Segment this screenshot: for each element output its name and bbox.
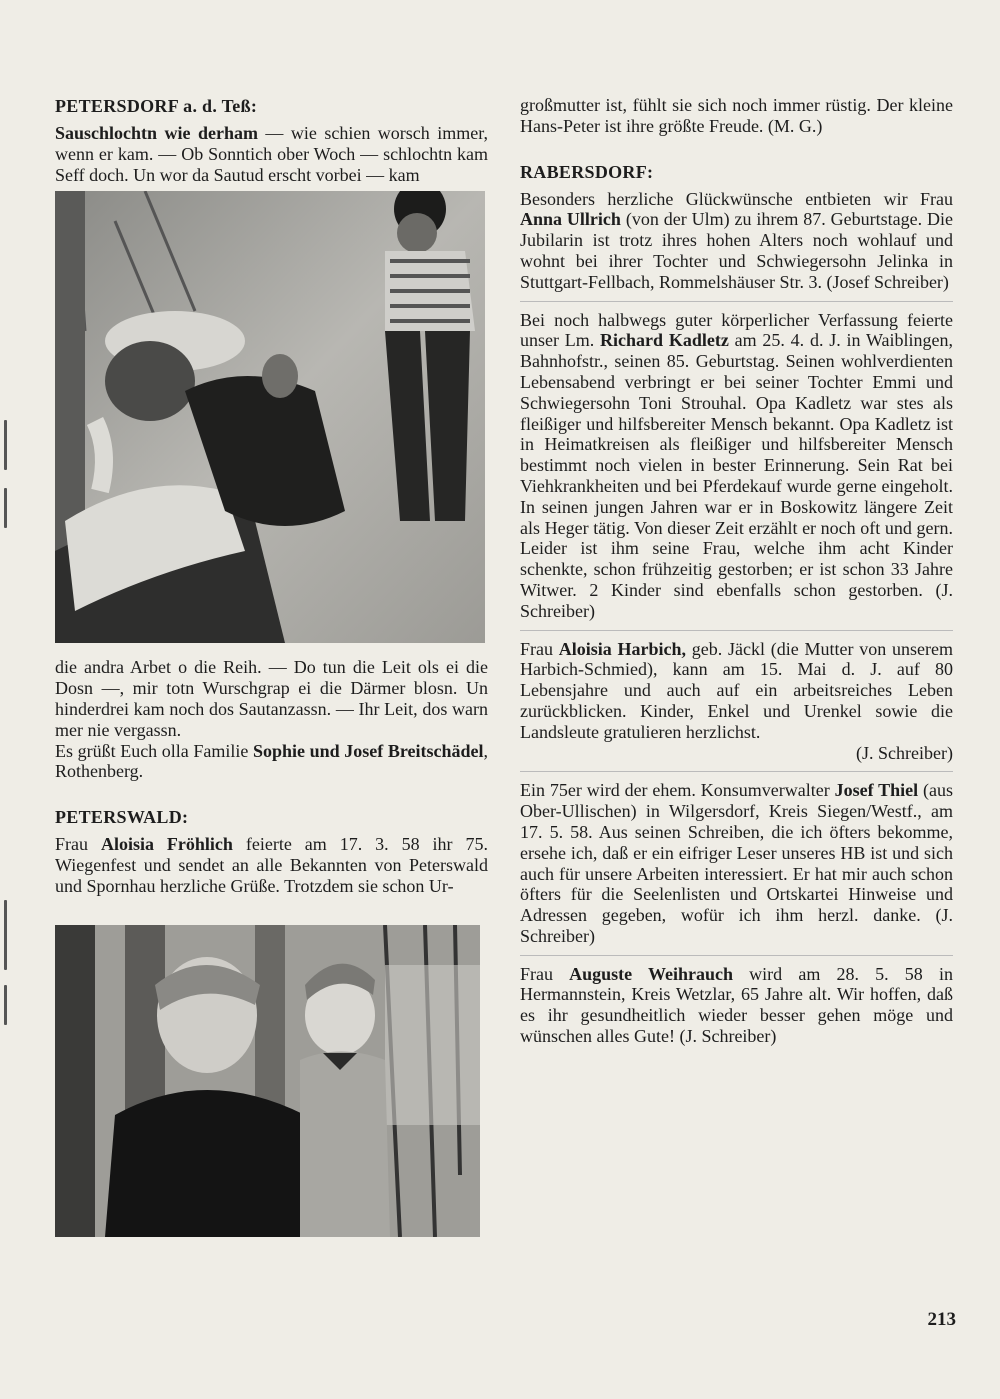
rabersdorf-entry-kadletz — [520, 310, 953, 622]
entry-name: Richard Kadletz — [600, 330, 729, 351]
rabersdorf-entry-thiel — [520, 780, 953, 946]
rabersdorf-entry-weihrauch — [520, 964, 953, 1047]
entry-prefix: Frau — [520, 963, 570, 984]
right-column — [520, 95, 953, 1047]
entry-prefix: Besonders herzliche Glückwünsche entbieten wir Frau — [520, 188, 953, 209]
poem-title: Sauschlochtn wie derham — [55, 123, 258, 143]
binding-staple-mark — [4, 488, 7, 528]
photo-grandmother-child-image — [55, 925, 480, 1237]
entry-prefix: Frau — [520, 638, 559, 659]
entry-name: Aloisia Harbich, — [558, 638, 687, 659]
entry-name: Anna Ullrich — [520, 209, 621, 230]
entry-prefix: Frau — [55, 834, 101, 855]
section-heading-petersdorf: PETERSDORF a. d. Teß: — [55, 96, 258, 116]
entry-prefix: Ein 75er wird der ehem. Konsumverwalter — [520, 780, 835, 801]
entry-divider — [520, 301, 953, 302]
entry-prefix: Bei noch halbwegs guter körperlicher Verfassung feierte unser Lm. — [520, 309, 953, 351]
entry-text: feierte am 17. 3. 58 ihr 75. Wiegenfest und sendet an alle Bekannten von Peterswald und Spornhau herzliche Grüße. Trotzdem sie schon Ur- — [55, 834, 488, 896]
greeting-place: , Rothenberg. — [55, 740, 488, 782]
greeting-names: Sophie und Josef Breitschädel — [252, 740, 484, 761]
entry-text: am 25. 4. d. J. in Waiblingen, Bahnhofstr., seinen 85. Geburtstag. Seinen wohlverdienten Lebensabend verbringt er bei seiner Tochter Emmi und Schwiegersohn Toni Strouhal. Opa Kadletz war stes als fleißiger und hilfsbereiter Mensch bekannt. Opa Kadletz ist in Heimatkreisen als fleißiger und hilfsbereiter Mensch bestimmt noch vielen in bester Erinnerung. Sein Rat bei Viehkrankheiten und bei Pferdekauf wurde gerne eingeholt. In seinen jungen Jahren war er in Boskowitz längere Zeit als Heger tätig. Von dieser Zeit erzählt er noch oft und gern. Leider ist ihm seine Frau, welche ihm acht Kinder schenkte, schon frühzeitig gestorben; er ist schon 33 Jahre Witwer. 2 Kinder sind ebenfalls schon gestorben. (J. Schreiber) — [520, 330, 953, 621]
entry-text: geb. Jäckl (die Mutter von unserem Harbich-Schmied), kann am 15. Mai d. J. auf 80 Lebensjahre und auch auf ein arbeitsreiches Leben zurückblicken. Kinder, Enkel und Urenkel sowie die Landsleute gratulieren herzlichst. — [520, 638, 953, 742]
peterswald-entry — [55, 834, 488, 896]
entry-text: wird am 28. 5. 58 in Hermannstein, Kreis Wetzlar, 65 Jahre alt. Wir hoffen, daß es ihr gesundheitlich wieder besser gehen möge und wünschen alles Gute! (J. Schreiber) — [520, 963, 953, 1047]
rabersdorf-entry-harbich — [520, 639, 953, 743]
binding-staple-mark — [4, 900, 7, 970]
petersdorf-greeting — [55, 741, 488, 783]
photo-pig-slaughter-image — [55, 191, 485, 643]
petersdorf-poem-end: die andra Arbet o die Reih. — Do tun die Leit ols ei die Dosn —, mir totn Wurschgrap ei die Därmer blosn. Un hinderdrei kam noch dos Sautanzassn. — Ihr Leit, dos warn mer nie vergassn. — [55, 657, 488, 740]
section-heading-peterswald: PETERSWALD: — [55, 807, 189, 828]
greeting-text: Es grüßt Euch olla Familie — [55, 740, 253, 761]
entry-divider — [520, 955, 953, 956]
photo-pig-slaughter — [55, 191, 485, 643]
entry-name: Josef Thiel — [834, 780, 919, 801]
entry-signature: (J. Schreiber) — [856, 742, 953, 763]
entry-name: Aloisia Fröhlich — [100, 834, 233, 855]
photo-grandmother-child — [55, 925, 480, 1237]
page-number: 213 — [927, 1309, 956, 1330]
entry-text: (aus Ober-Ullischen) in Wilgersdorf, Kreis Siegen/Westf., am 17. 5. 58. Aus seinen Schreiben, die ich öfters bekomme, ersehe ich, daß er ein eifriger Leser unseres HB ist und sich auch für unsere Arbeiten interessiert. Er hat mir auch schon öfters für die Seelenlisten und Ortskartei Hinweise und Adressen gegeben, wofür ich ihm herzl. danke. (J. Schreiber) — [520, 780, 953, 946]
rabersdorf-entry-ullrich — [520, 189, 953, 293]
entry-divider — [520, 771, 953, 772]
left-column — [55, 95, 488, 1237]
petersdorf-poem-start — [55, 123, 488, 185]
binding-staple-mark — [4, 420, 7, 470]
peterswald-continuation: großmutter ist, fühlt sie sich noch immer rüstig. Der kleine Hans-Peter ist ihre größte Freude. (M. G.) — [520, 95, 953, 136]
entry-name: Auguste Weihrauch — [569, 963, 734, 984]
section-heading-rabersdorf: RABERSDORF: — [520, 161, 654, 182]
poem-text: — wie schien worsch immer, wenn er kam. — Ob Sonntich ober Woch — schlochtn kam Seff doch. Un wor da Sautud erscht vorbei — kam — [55, 123, 489, 185]
entry-divider — [520, 630, 953, 631]
binding-staple-mark — [4, 985, 7, 1025]
entry-text: (von der Ulm) zu ihrem 87. Geburtstage. Die Jubilarin ist trotz ihres hohen Alters noch wohlauf und wohnt bei ihrer Tochter und Schwiegersohn Jelinka in Stuttgart-Fellbach, Rommelshäuser Str. 3. (Josef Schreiber) — [520, 209, 954, 292]
